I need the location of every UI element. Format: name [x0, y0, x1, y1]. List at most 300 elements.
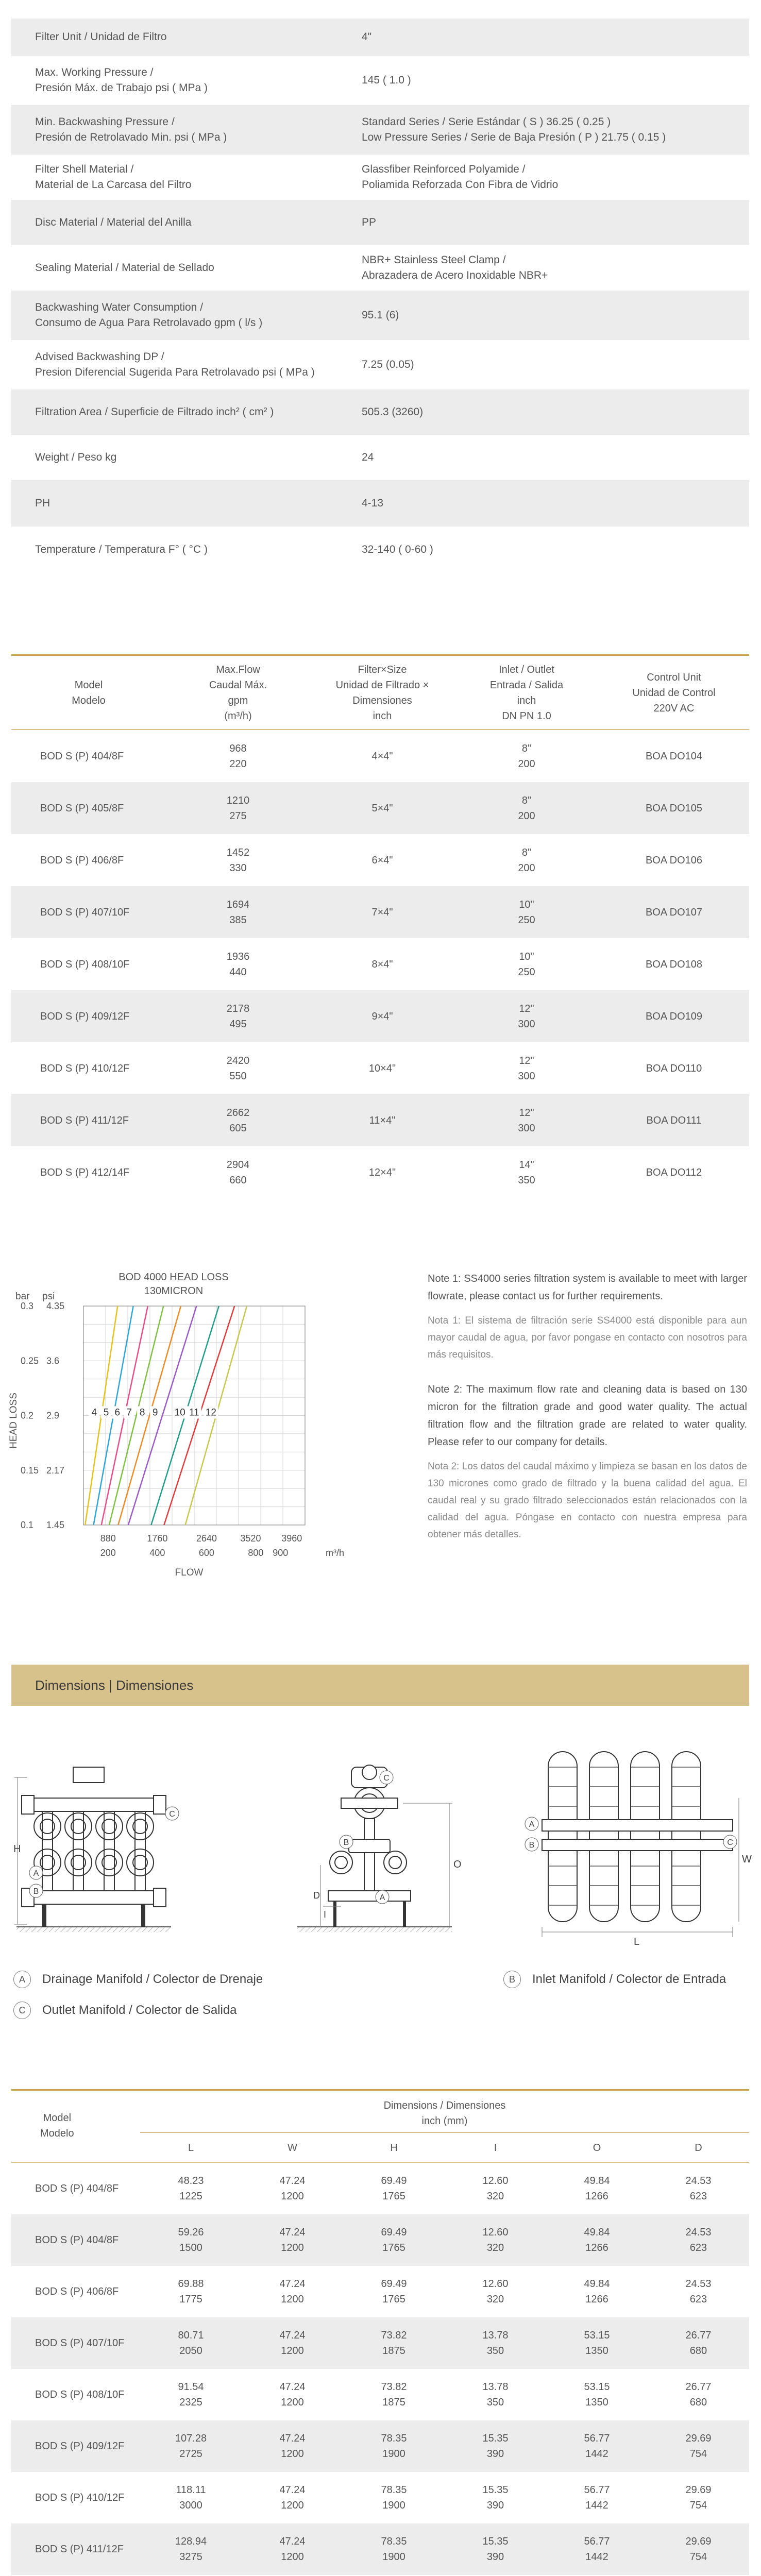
- dims-value-line: 390: [486, 2551, 504, 2563]
- dims-value-line: 390: [486, 2448, 504, 2460]
- dims-col-header: W: [288, 2142, 297, 2154]
- control-unit-value: BOA DO109: [645, 1010, 703, 1022]
- dimensions-table: [11, 2089, 749, 2576]
- spec-label-line: Weight / Peso kg: [35, 451, 117, 463]
- model-cell: [11, 1113, 166, 1128]
- legend-inlet: [503, 1971, 726, 1988]
- inlet-outlet-value: 8": [521, 742, 532, 754]
- flow-value: 330: [229, 862, 247, 874]
- spec-value: [362, 308, 749, 323]
- dims-model-name: BOD S (P) 406/8F: [35, 2286, 119, 2297]
- size-cell: [310, 1165, 454, 1180]
- size-value: 5×4": [371, 802, 393, 814]
- flow-value: 1210: [226, 794, 250, 806]
- dims-value-line: 26.77: [685, 2381, 712, 2393]
- inlet-outlet-value: 8": [521, 846, 532, 858]
- y-tick-bar: 0.15: [21, 1465, 39, 1476]
- dims-model-name: BOD S (P) 409/12F: [35, 2441, 125, 2452]
- dims-value-cell: [546, 2482, 648, 2513]
- series-label-8: 8: [139, 1407, 145, 1418]
- x-tick-gpm: 3520: [240, 1533, 261, 1544]
- dims-value-cell: [140, 2379, 242, 2410]
- model-header-cell: [11, 677, 166, 708]
- spec-label-line: Presión de Retrolavado Min. psi ( MPa ): [35, 131, 227, 143]
- series-label-12: 12: [205, 1407, 216, 1418]
- model-header-cell: [310, 662, 454, 724]
- x-tick-m3h: 800: [248, 1548, 264, 1558]
- dims-value-line: 47.24: [279, 2227, 306, 2238]
- filter-housing: [672, 1752, 701, 1922]
- dims-model-cell: [11, 2541, 140, 2557]
- dims-value-line: 1200: [281, 2448, 304, 2460]
- x-axis-label: FLOW: [175, 1567, 204, 1578]
- flow-value: 550: [229, 1070, 247, 1082]
- dims-value-line: 1200: [281, 2294, 304, 2305]
- dims-value-cell: [648, 2225, 749, 2256]
- dims-value-line: 1900: [382, 2500, 405, 2511]
- y-unit-bar: bar: [15, 1291, 30, 1302]
- series-label-11: 11: [189, 1407, 199, 1418]
- dims-value-cell: [546, 2431, 648, 2462]
- inlet-outlet-value: 300: [518, 1122, 535, 1134]
- inlet-outlet-cell: [454, 949, 599, 980]
- dims-model-cell: [11, 2438, 140, 2454]
- inlet-outlet-value: 14": [519, 1159, 534, 1171]
- dims-value-line: 754: [689, 2551, 707, 2563]
- size-value: 8×4": [371, 958, 393, 970]
- dims-model-header: [40, 2110, 74, 2141]
- model-header-line: inch: [517, 695, 536, 706]
- spec-label-line: Presión Máx. de Trabajo psi ( MPa ): [35, 82, 208, 94]
- table-row: [11, 1042, 749, 1094]
- spec-value-line: Standard Series / Serie Estándar ( S ) 36.25 ( 0.25 ): [362, 116, 611, 128]
- model-name: BOD S (P) 409/12F: [40, 1010, 130, 1022]
- series-label-9: 9: [152, 1407, 158, 1418]
- table-row: [11, 2472, 749, 2523]
- spec-value-line: 505.3 (3260): [362, 406, 424, 418]
- control-unit-value: BOA DO108: [645, 958, 703, 970]
- drawing-label-c: C: [169, 1810, 175, 1819]
- dims-value-line: 56.77: [584, 2484, 610, 2496]
- drawing-label-a3: A: [529, 1820, 535, 1829]
- model-header-line: Dimensiones: [352, 695, 412, 706]
- flow-value: 440: [229, 966, 247, 978]
- dims-value-line: 49.84: [584, 2278, 610, 2290]
- flow-value: 495: [229, 1018, 247, 1030]
- control-unit-cell: [599, 1061, 749, 1076]
- flow-cell: [166, 949, 310, 980]
- dims-model-cell: [11, 2387, 140, 2402]
- spec-value-line: Low Pressure Series / Serie de Baja Presión ( P ) 21.75 ( 0.15 ): [362, 131, 666, 143]
- spec-value-line: 4-13: [362, 497, 384, 509]
- drawing-label-c2: C: [383, 1774, 390, 1783]
- dims-value-line: 623: [689, 2191, 707, 2202]
- drawing-label-o: O: [453, 1859, 462, 1870]
- dims-value-cell: [343, 2379, 445, 2410]
- series-label-6: 6: [114, 1407, 121, 1418]
- flow-value: 1694: [226, 899, 250, 910]
- inlet-outlet-value: 300: [518, 1070, 535, 1082]
- control-unit-cell: [599, 957, 749, 972]
- inlet-outlet-value: 250: [518, 966, 535, 978]
- model-cell: [11, 801, 166, 816]
- model-cell: [11, 1009, 166, 1024]
- filter-housing: [631, 1752, 659, 1922]
- spec-label-line: Material de La Carcasa del Filtro: [35, 179, 192, 191]
- dims-value-cell: [242, 2379, 343, 2410]
- model-header-line: Unidad de Control: [632, 687, 716, 699]
- dims-model-name: BOD S (P) 410/12F: [35, 2492, 125, 2503]
- x-tick-gpm: 3960: [281, 1533, 302, 1544]
- drawing-label-i: I: [324, 1909, 327, 1920]
- dims-value-line: 1350: [585, 2345, 608, 2357]
- inlet-outlet-value: 10": [519, 899, 534, 910]
- table-row: [11, 990, 749, 1042]
- dims-value-line: 1225: [179, 2191, 202, 2202]
- dims-value-cell: [445, 2225, 546, 2256]
- y-axis-label: HEAD LOSS: [8, 1393, 19, 1449]
- dims-value-line: 13.78: [482, 2381, 509, 2393]
- dims-value-line: 1765: [382, 2191, 405, 2202]
- spec-label: [11, 496, 362, 511]
- dims-model-name: BOD S (P) 404/8F: [35, 2234, 119, 2246]
- size-value: 9×4": [371, 1010, 393, 1022]
- dims-value-cell: [648, 2173, 749, 2204]
- dims-value-cell: [140, 2173, 242, 2204]
- model-name: BOD S (P) 411/12F: [40, 1114, 129, 1126]
- spec-value-line: 24: [362, 451, 374, 463]
- spec-label-line: Filter Shell Material /: [35, 163, 134, 175]
- size-value: 11×4": [369, 1114, 396, 1126]
- dims-value-cell: [445, 2379, 546, 2410]
- spec-label: [11, 404, 362, 420]
- control-unit-value: BOA DO105: [645, 802, 703, 814]
- inlet-outlet-value: 200: [518, 758, 535, 770]
- control-unit-value: BOA DO111: [646, 1114, 702, 1126]
- dims-value-line: 1500: [179, 2242, 202, 2253]
- dims-value-line: 623: [689, 2242, 707, 2253]
- dims-value-cell: [546, 2173, 648, 2204]
- dims-value-line: 390: [486, 2500, 504, 2511]
- y-tick-psi: 2.17: [46, 1465, 65, 1476]
- flow-value: 275: [229, 810, 247, 822]
- dims-group-rule: [140, 2132, 749, 2133]
- table-row: [11, 2523, 749, 2575]
- dims-value-cell: [140, 2225, 242, 2256]
- y-tick-bar: 0.25: [21, 1355, 39, 1366]
- dims-value-line: 1266: [585, 2242, 608, 2253]
- dims-value-cell: [546, 2276, 648, 2307]
- dims-value-line: 1875: [382, 2345, 405, 2357]
- spec-label-line: Max. Working Pressure /: [35, 66, 154, 78]
- drawings-svg: [11, 1736, 752, 1953]
- dims-value-line: 47.24: [279, 2536, 306, 2547]
- legend-drainage-text: Drainage Manifold / Colector de Drenaje: [42, 1972, 263, 1986]
- dims-value-line: 1775: [179, 2294, 202, 2305]
- dims-value-line: 1350: [585, 2397, 608, 2408]
- spec-value-line: 4": [362, 31, 372, 43]
- x-tick-m3h: 400: [149, 1548, 165, 1558]
- chart-subtitle: 130MICRON: [144, 1285, 204, 1297]
- drawing-label-a: A: [33, 1869, 39, 1878]
- flow-cell: [166, 1001, 310, 1032]
- notes: [428, 1270, 747, 1550]
- spec-value: [362, 542, 749, 557]
- size-value: 12×4": [368, 1166, 396, 1178]
- spec-label: [11, 349, 362, 380]
- size-cell: [310, 1009, 454, 1024]
- model-header-line: Modelo: [72, 695, 106, 706]
- dims-value-cell: [140, 2328, 242, 2359]
- dims-value-line: 78.35: [381, 2484, 407, 2496]
- control-unit-cell: [599, 853, 749, 868]
- y-tick-bar: 0.1: [21, 1520, 34, 1530]
- dims-value-line: 48.23: [178, 2175, 204, 2187]
- dims-value-line: 1900: [382, 2551, 405, 2563]
- dims-model-cell: [11, 2181, 140, 2196]
- spec-label: [11, 162, 362, 193]
- dims-value-cell: [648, 2534, 749, 2565]
- table-row: [11, 730, 749, 782]
- spec-value: [362, 404, 749, 420]
- control-unit-cell: [599, 1165, 749, 1180]
- model-cell: [11, 1165, 166, 1180]
- dims-value-cell: [546, 2328, 648, 2359]
- spec-row: [11, 340, 749, 389]
- dims-value-line: 1200: [281, 2242, 304, 2253]
- spec-table: [11, 19, 749, 573]
- table-row: [11, 938, 749, 990]
- table-row: [11, 2420, 749, 2472]
- dims-value-cell: [343, 2173, 445, 2204]
- size-cell: [310, 957, 454, 972]
- spec-value: [362, 162, 749, 193]
- spec-value: [362, 29, 749, 45]
- dims-value-line: 1442: [585, 2500, 608, 2511]
- flow-cell: [166, 1157, 310, 1188]
- model-name: BOD S (P) 412/14F: [40, 1166, 130, 1178]
- spec-value: [362, 252, 749, 283]
- size-value: 10×4": [368, 1062, 396, 1074]
- drawing-label-d: D: [313, 1890, 320, 1901]
- spec-row: [11, 435, 749, 480]
- flow-value: 968: [229, 742, 247, 754]
- flow-value: 1452: [226, 846, 250, 858]
- spec-label-line: Temperature / Temperatura F° ( °C ): [35, 544, 208, 555]
- x-unit-m3h: m³/h: [326, 1548, 344, 1558]
- flow-cell: [166, 1105, 310, 1136]
- dims-value-line: 1200: [281, 2397, 304, 2408]
- drawing-label-b: B: [33, 1887, 39, 1896]
- model-header-line: Model: [74, 680, 103, 691]
- flow-cell: [166, 897, 310, 928]
- inlet-outlet-value: 12": [519, 1107, 534, 1118]
- model-name: BOD S (P) 404/8F: [40, 750, 124, 762]
- dims-model-header-line: Modelo: [40, 2128, 74, 2139]
- dims-value-line: 80.71: [178, 2330, 204, 2341]
- inlet-outlet-cell: [454, 1157, 599, 1188]
- dims-value-cell: [242, 2534, 343, 2565]
- inlet-outlet-value: 12": [519, 1003, 534, 1014]
- control-unit-value: BOA DO107: [645, 906, 703, 918]
- dims-value-line: 680: [689, 2397, 707, 2408]
- table-row: [11, 1146, 749, 1198]
- control-unit-value: BOA DO104: [645, 750, 703, 762]
- series-label-7: 7: [126, 1407, 132, 1418]
- spec-label-line: Backwashing Water Consumption /: [35, 301, 204, 313]
- dims-group-header-line: Dimensions / Dimensiones: [383, 2100, 506, 2111]
- y-tick-psi: 2.9: [46, 1410, 60, 1421]
- drawing-label-l: L: [634, 1936, 640, 1947]
- note-paragraph: Nota 1: El sistema de filtración serie SS4000 está disponible para aun mayor caudal de agua, por favor pongase en contacto con nosotros para más requisitos.: [428, 1315, 747, 1360]
- dims-value-line: 1900: [382, 2448, 405, 2460]
- table-row: [11, 2266, 749, 2317]
- spec-row: [11, 389, 749, 435]
- spec-value: [362, 357, 749, 372]
- dims-value-cell: [648, 2276, 749, 2307]
- dims-value-line: 73.82: [381, 2330, 407, 2341]
- dims-value-line: 47.24: [279, 2175, 306, 2187]
- dims-value-cell: [242, 2276, 343, 2307]
- dims-value-line: 623: [689, 2294, 707, 2305]
- spec-label-line: Consumo de Agua Para Retrolavado gpm ( l/s ): [35, 317, 263, 329]
- dims-value-line: 3275: [179, 2551, 202, 2563]
- front-view-drawing: [13, 1767, 179, 1932]
- note-paragraph: Nota 2: Los datos del caudal máximo y limpieza se basan en los datos de 130 micrones como grado de filtrado y la buena calidad del agua. El caudal real y su grado filtrado seleccionados están relacionados con la calidad del agua. Póngase en contacto con nuestra empresa para obtener más detalles.: [428, 1461, 747, 1540]
- dims-value-cell: [648, 2328, 749, 2359]
- dims-model-cell: [11, 2284, 140, 2299]
- dims-value-line: 1875: [382, 2397, 405, 2408]
- y-tick-psi: 3.6: [46, 1355, 60, 1366]
- dims-value-line: 2050: [179, 2345, 202, 2357]
- flow-value: 605: [229, 1122, 247, 1134]
- table-row: [11, 782, 749, 834]
- y-tick-psi: 1.45: [46, 1520, 65, 1530]
- model-header-line: Filter×Size: [358, 664, 407, 675]
- dims-value-line: 29.69: [685, 2484, 712, 2496]
- dimensions-header: Dimensions | Dimensiones: [11, 1665, 749, 1706]
- top-view-drawing: [525, 1752, 752, 1947]
- spec-value: [362, 114, 749, 145]
- dims-value-line: 53.15: [584, 2330, 610, 2341]
- x-tick-m3h: 200: [100, 1548, 116, 1558]
- dims-value-line: 2725: [179, 2448, 202, 2460]
- inlet-outlet-value: 200: [518, 862, 535, 874]
- dims-value-cell: [445, 2482, 546, 2513]
- spec-value-line: NBR+ Stainless Steel Clamp /: [362, 254, 506, 266]
- spec-row: [11, 291, 749, 340]
- dims-value-cell: [445, 2431, 546, 2462]
- dims-value-line: 1200: [281, 2191, 304, 2202]
- model-header-line: Unidad de Filtrado ×: [335, 680, 429, 691]
- note-paragraph: Note 2: The maximum flow rate and cleaning data is based on 130 micron for the filtration grade and good water quality. The actual filtration flow and the filtration grade are related to water quality. Please refer to our company for details.: [428, 1384, 747, 1448]
- dims-value-line: 12.60: [482, 2278, 509, 2290]
- dims-value-line: 1200: [281, 2500, 304, 2511]
- dims-value-line: 15.35: [482, 2484, 509, 2496]
- dims-value-cell: [343, 2534, 445, 2565]
- spec-label-line: PH: [35, 497, 50, 509]
- inlet-outlet-value: 12": [519, 1055, 534, 1066]
- size-cell: [310, 749, 454, 764]
- size-cell: [310, 1061, 454, 1076]
- x-tick-gpm: 880: [100, 1533, 116, 1544]
- dims-value-cell: [242, 2173, 343, 2204]
- dims-value-cell: [445, 2534, 546, 2565]
- table-row: [11, 2214, 749, 2266]
- dims-col-header: L: [188, 2142, 194, 2154]
- dims-value-cell: [242, 2482, 343, 2513]
- dims-value-cell: [343, 2482, 445, 2513]
- table-row: [11, 2317, 749, 2369]
- spec-value: [362, 450, 749, 465]
- dims-value-line: 53.15: [584, 2381, 610, 2393]
- inlet-outlet-cell: [454, 845, 599, 876]
- dims-value-line: 107.28: [175, 2433, 207, 2444]
- spec-row: [11, 200, 749, 245]
- dims-value-line: 24.53: [685, 2175, 712, 2187]
- size-cell: [310, 853, 454, 868]
- dims-value-line: 3000: [179, 2500, 202, 2511]
- spec-label: [11, 114, 362, 145]
- dims-col-header: I: [494, 2142, 497, 2154]
- model-name: BOD S (P) 408/10F: [40, 958, 130, 970]
- flow-cell: [166, 1053, 310, 1084]
- y-tick-bar: 0.3: [21, 1301, 34, 1311]
- flow-cell: [166, 793, 310, 824]
- inlet-outlet-value: 10": [519, 951, 534, 962]
- inlet-outlet-value: 300: [518, 1018, 535, 1030]
- inlet-outlet-cell: [454, 1053, 599, 1084]
- control-unit-cell: [599, 905, 749, 920]
- spec-row: [11, 155, 749, 200]
- control-unit-cell: [599, 1113, 749, 1128]
- table-row: [11, 1094, 749, 1146]
- model-table-header: [11, 656, 749, 730]
- legend-outlet-text: Outlet Manifold / Colector de Salida: [42, 2003, 237, 2017]
- note-paragraph: Note 1: SS4000 series filtration system is available to meet with larger flowrate, please contact us for further requirements.: [428, 1273, 747, 1302]
- spec-row: [11, 19, 749, 56]
- dims-value-line: 2325: [179, 2397, 202, 2408]
- dims-value-line: 1442: [585, 2448, 608, 2460]
- x-tick-m3h: 600: [198, 1548, 214, 1558]
- dims-value-line: 47.24: [279, 2381, 306, 2393]
- dims-value-line: 13.78: [482, 2330, 509, 2341]
- dims-value-line: 78.35: [381, 2433, 407, 2444]
- control-unit-value: BOA DO106: [645, 854, 703, 866]
- dims-value-line: 49.84: [584, 2227, 610, 2238]
- dims-value-line: 754: [689, 2448, 707, 2460]
- inlet-outlet-value: 250: [518, 914, 535, 926]
- dims-value-line: 47.24: [279, 2484, 306, 2496]
- dims-value-line: 49.84: [584, 2175, 610, 2187]
- legend-inlet-text: Inlet Manifold / Colector de Entrada: [532, 1972, 726, 1986]
- dims-value-line: 73.82: [381, 2381, 407, 2393]
- dims-col-header: D: [695, 2142, 702, 2154]
- table-row: [11, 2369, 749, 2420]
- dims-value-cell: [648, 2379, 749, 2410]
- spec-label-line: Advised Backwashing DP /: [35, 351, 164, 363]
- dims-model-cell: [11, 2232, 140, 2248]
- inlet-outlet-cell: [454, 1105, 599, 1136]
- dims-model-name: BOD S (P) 411/12F: [35, 2544, 124, 2555]
- dims-value-line: 680: [689, 2345, 707, 2357]
- dims-value-line: 24.53: [685, 2227, 712, 2238]
- legend-letter-a: A: [13, 1971, 31, 1988]
- model-cell: [11, 957, 166, 972]
- chart-title: BOD 4000 HEAD LOSS: [119, 1272, 229, 1283]
- inlet-outlet-cell: [454, 741, 599, 772]
- control-unit-value: BOA DO110: [646, 1062, 702, 1074]
